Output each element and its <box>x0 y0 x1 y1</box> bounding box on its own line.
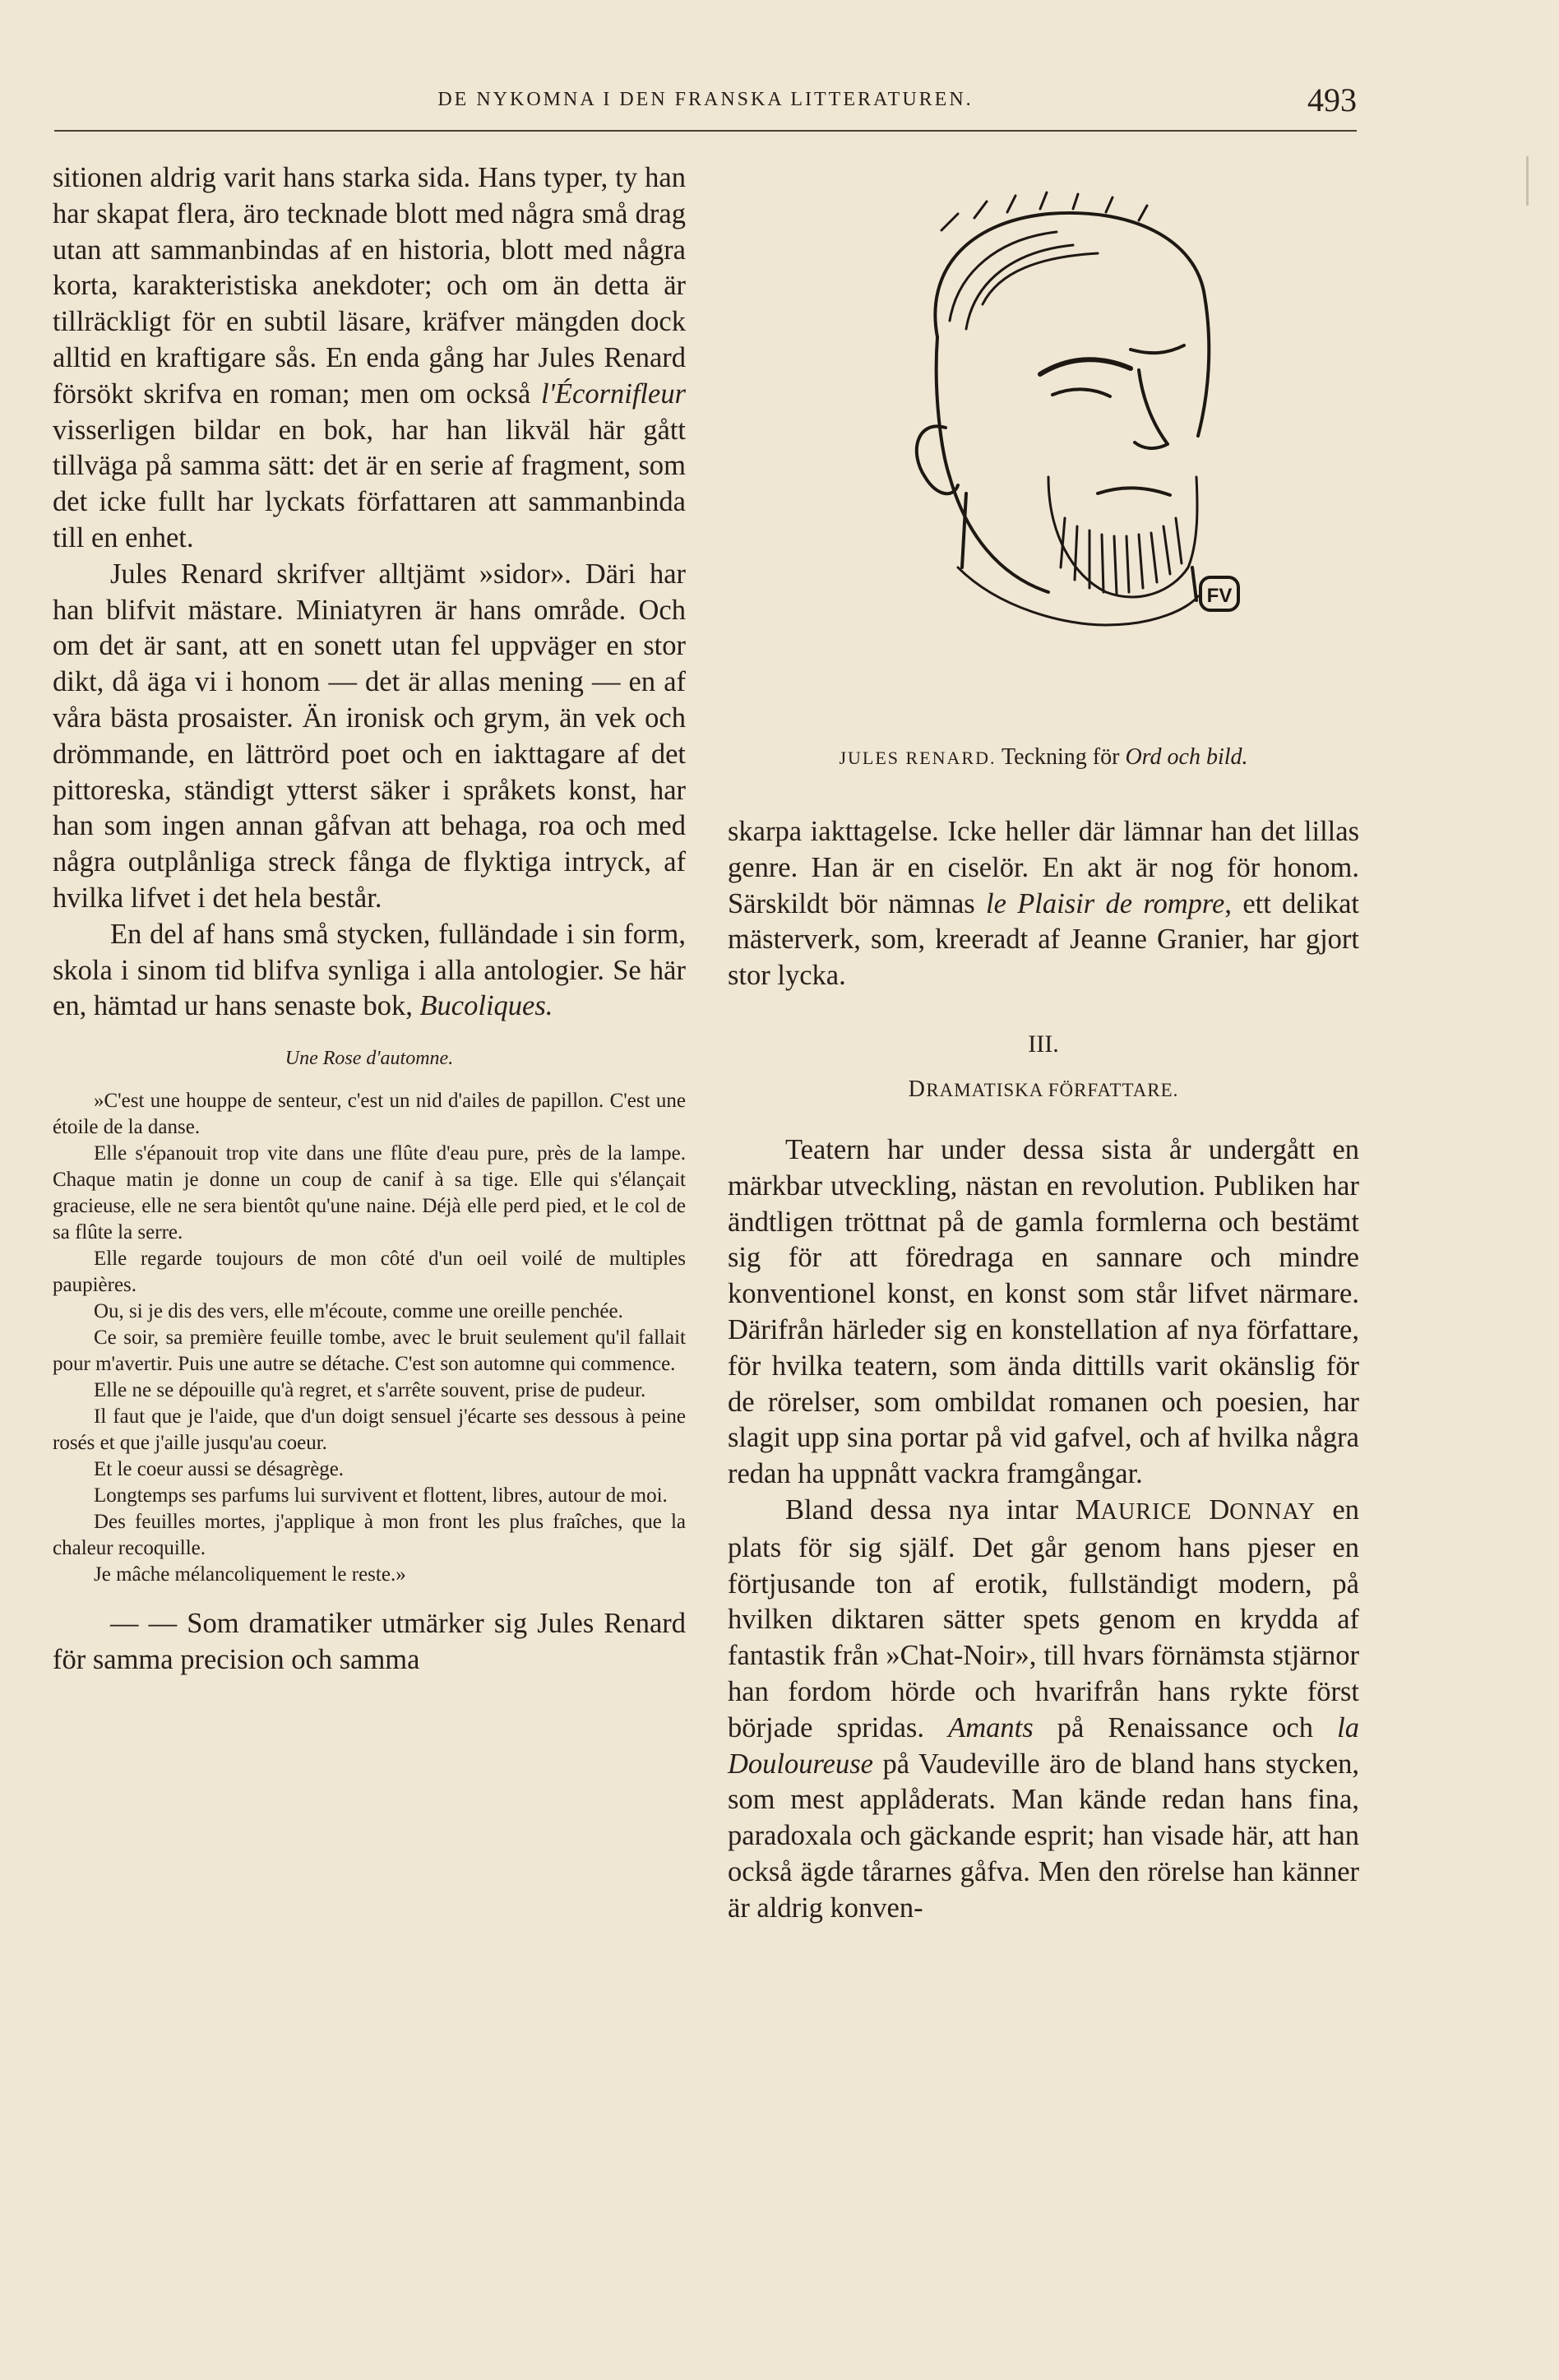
right-paragraph-2: Teatern har under dessa sista år undergått en märkbar utveckling, nästan en revolution. Publiken har ändtligen tröttnat på de gamla formlerna och bestämt sig för att föredraga en sannare och mindre konventionel konst, en konst som står lifvet närmare. Därifrån härleder sig en konstellation af nya författare, för hvilka teatern, som ända dittills varit okänslig för de rörelser, som ombildat romanen och poesien, har slagit upp sina portar på vid gafvel, och af hvilka några redan ha uppnått vackra framgångar. <box>728 1133 1359 1490</box>
text-run: en plats för sig själf. Det går genom hans pjeser en förtjusande ton af erotik, fullständigt modern, på hvilken diktaren sätter spets genom en krydda af fantastik från »Chat-Noir», till hvars förnämsta stjärnor han fordom hörde och hvarifrån hans rykte först började spridas. <box>728 1493 1359 1743</box>
caption-text: Teckning för <box>996 744 1126 770</box>
left-paragraph-2: Jules Renard skrifver alltjämt »sidor». Däri har han blifvit mästare. Miniatyren är hans område. Och om det är sant, att en sonett utan fel uppväger en stor dikt, då äga vi i honom — det är allas mening — en af våra bästa prosaister. Än ironisk och grym, än vek och drömmande, en lättrörd poet och en iakttagare af det pittoreska, ständigt ytterst säker i språkets konst, har han som ingen annan gåfvan att behaga, roa och med några outplånliga streck fånga de flyktiga intryck, af hvilka lifvet i det hela består. <box>53 558 686 914</box>
left-column <box>53 160 686 1679</box>
hair-outline <box>935 213 1205 337</box>
section-number: III. <box>1028 1030 1059 1058</box>
section-title-initial: D <box>908 1076 927 1102</box>
name-initial: M <box>1075 1493 1101 1526</box>
quote-paragraph: »C'est une houppe de senteur, c'est un nid d'ailes de papillon. C'est une étoile de la danse. <box>53 1090 686 1139</box>
text-run: En del af hans små stycken, fulländade i sin form, skola i sinom tid blifva synliga i alla antologier. Se här en, hämtad ur hans senaste bok, <box>53 918 686 1022</box>
caption-name: JULES RENARD. <box>839 748 997 768</box>
book-title-bucoliques: Bucoliques. <box>419 990 553 1022</box>
quote-paragraph: Ce soir, sa première feuille tombe, avec le bruit seulement qu'il fallait pour m'avertir. Puis une autre se détache. C'est son automne qui commence. <box>53 1327 686 1376</box>
svg-text:FV: FV <box>1206 585 1233 607</box>
page-number: 493 <box>1307 81 1357 118</box>
right-paragraph-1 <box>728 814 1359 994</box>
page-header <box>54 81 1357 132</box>
quote-paragraph: Elle regarde toujours de mon côté d'un oeil voilé de multiples paupières. <box>53 1248 686 1297</box>
caption-source: Ord och bild. <box>1125 744 1248 770</box>
quote-paragraph: Des feuilles mortes, j'applique à mon front les plus fraîches, que la chaleur recoquille. <box>53 1511 686 1560</box>
right-paragraph-3 <box>728 1493 1359 1927</box>
quote-paragraph: Ou, si je dis des vers, elle m'écoute, comme une oreille penchée. <box>94 1300 623 1323</box>
quote-title: Une Rose d'automne. <box>285 1048 454 1070</box>
french-quotation <box>53 1088 686 1588</box>
name-smallcaps: AURICE <box>1100 1498 1192 1525</box>
paper-crease <box>1526 156 1529 206</box>
play-title-douloureuse: la Douloureuse <box>728 1711 1359 1780</box>
quote-paragraph: Longtemps ses parfums lui survivent et flottent, libres, autour de moi. <box>94 1484 668 1507</box>
quote-paragraph: Elle ne se dépouille qu'à regret, et s'arrête souvent, prise de pudeur. <box>94 1379 646 1402</box>
left-paragraph-4: — — Som dramatiker utmärker sig Jules Renard för samma precision och samma <box>53 1608 686 1675</box>
text-run: på Renaissance och <box>1033 1711 1338 1743</box>
play-title-plaisir: le Plaisir de rompre <box>986 887 1225 919</box>
name-smallcaps: ONNAY <box>1229 1498 1316 1525</box>
section-title <box>728 1077 1359 1103</box>
text-run: , ett delikat mästerverk, som, kreeradt af Jeanne Granier, har gjort stor lycka. <box>728 887 1359 992</box>
running-title: DE NYKOMNA I DEN FRANSKA LITTERATUREN. <box>437 89 974 110</box>
section-title-rest: RAMATISKA FÖRFATTARE. <box>926 1079 1179 1100</box>
book-title-ecornifleur: l'Écornifleur <box>540 377 686 410</box>
quote-paragraph: Il faut que je l'aide, que d'un doigt sensuel j'écarte ses dessous à peine rosés et que j'aille jusqu'au coeur. <box>53 1405 686 1455</box>
left-paragraph-1 <box>53 160 686 557</box>
fv-monogram <box>1200 577 1238 610</box>
quote-paragraph: Je mâche mélancoliquement le reste.» <box>94 1563 406 1586</box>
text-run: visserligen bildar en bok, har han likväl här gått tillväga på samma sätt: det är en serie af fragment, som det icke fullt har lyckats författaren att sammanbinda till en enhet. <box>53 414 686 553</box>
portrait-caption <box>728 744 1359 771</box>
play-title-amants: Amants <box>948 1711 1034 1743</box>
right-column <box>728 814 1359 1927</box>
name-initial: D <box>1209 1493 1230 1526</box>
text-run: Bland dessa nya intar <box>785 1493 1076 1526</box>
quote-paragraph: Et le coeur aussi se désagrège. <box>94 1458 345 1481</box>
text-run: skarpa iakttagelse. Icke heller där lämnar han det lillas genre. Han är en ciselör. En akt är nog för honom. Särskildt bör nämnas <box>728 816 1359 919</box>
text-run: på Vaudeville äro de bland hans stycken, som mest applåderats. Man kände redan hans fina, paradoxala och gäckande esprit; han visade här, att han också ägde tårarnes gåfva. Men den rörelse han känner är aldrig konven- <box>728 1748 1359 1924</box>
text-run: sitionen aldrig varit hans starka sida. Hans typer, ty han har skapat flera, äro tecknade blott med några små drag utan att sammanbindas af en historia, blott med några korta, karakteristiska anekdoter; och om än detta är tillräckligt för en subtil läsare, kräfver mängden dock alltid en kraftigare sås. En enda gång har Jules Renard försökt skrifva en roman; men om också <box>53 162 686 410</box>
left-paragraph-3 <box>53 917 686 1025</box>
quote-paragraph: Elle s'épanouit trop vite dans une flûte d'eau pure, près de la lampe. Chaque matin je donne un coup de canif à sa tige. Elle qui s'élançait gracieuse, elle ne sera bientôt qu'une naine. Déjà elle perd pied, et le col de sa flûte la serre. <box>53 1142 686 1244</box>
portrait-drawing <box>859 181 1254 683</box>
